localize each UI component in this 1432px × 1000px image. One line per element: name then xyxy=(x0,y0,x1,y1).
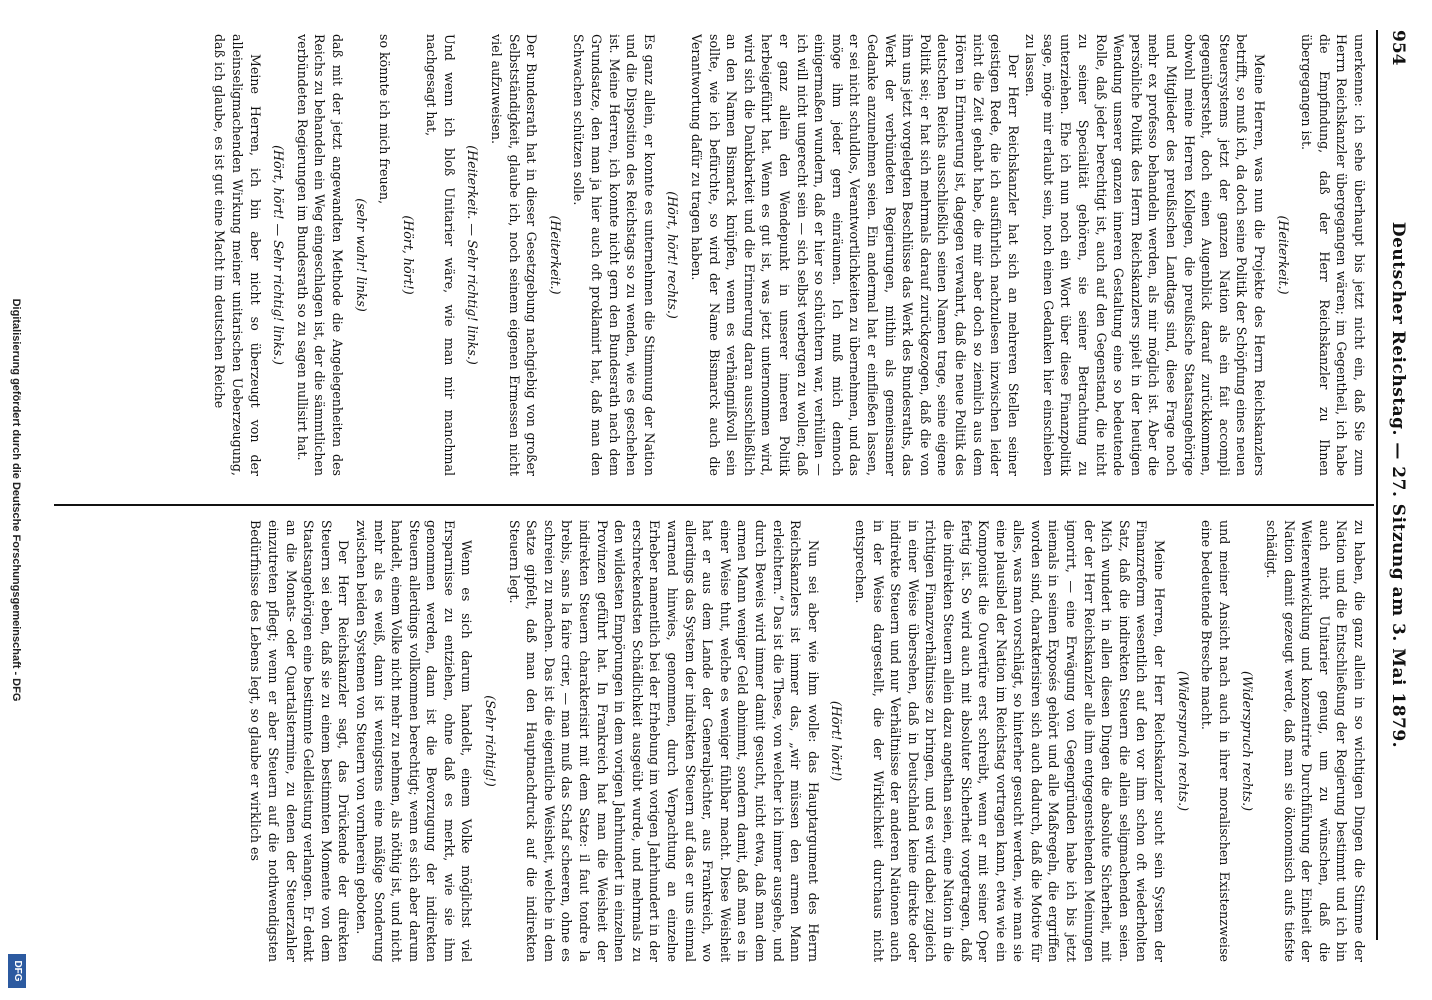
speech-paragraph: Der Bundesrath hat in dieser Gesetzgebung nachgiebig von großer Selbstständigkeit, glaube ich, noch seinem eigenen Ermessen nicht viel aufzuweisen. xyxy=(489,34,540,476)
page-title: Deutscher Reichstag. — 27. Sitzung am 3. Mai 1879. xyxy=(1388,221,1408,749)
header-rule xyxy=(1376,30,1378,940)
speech-paragraph: Und wenn ich bloß Unitarier wäre, wie man mir manchmal nachgesagt hat, xyxy=(424,34,457,476)
digitization-note: Digitalisierung gefördert durch die Deutsche Forschungsgemeinschaft - DFG xyxy=(10,298,22,702)
speech-paragraph: Der Herr Reichskanzler sagt, das Drückende der direkten Steuern sei eben, daß sie zu einem bestimmten Momente von dem Staatsangehörigen eine bestimmte Geldleistung verlangen. Er denkt an die Monats- oder Quartalstermine, zu denen der Steuerzahler einzutreten pflegt; wenn er aber Steuern auf die nothwendigsten Bedürfnisse des Lebens legt, so glaube er wirklich es xyxy=(248,520,352,962)
speech-paragraph: Meine Herren, ich bin aber nicht so überzeugt von der alleinseligmachenden Wirkung meiner unitarischen Ueberzeugung, daß ich glaube, es ist gut eine Macht im deutschen Reiche xyxy=(212,34,263,476)
speech-paragraph: und meiner Ansicht nach auch in ihrer moralischen Existenzweise eine bedeutende Bresche macht. xyxy=(1199,520,1232,962)
reaction-line: (sehr wahr! links) xyxy=(353,198,369,312)
reaction-line: (Heiterkeit. — Sehr richtig! links.) xyxy=(465,145,481,365)
dfg-logo: DFG xyxy=(8,954,26,988)
reaction-line: (Sehr richtig!) xyxy=(483,695,499,787)
reaction-line: (Heiterkeit.) xyxy=(547,215,563,295)
reaction-line: (Widerspruch rechts.) xyxy=(1240,670,1256,812)
speech-paragraph: Wenn es sich darum handelt, einem Volke möglichst viel Ersparnisse zu entziehen, ohne daß es merkt, wie sie ihm genommen werden, dann ist die Bevorzugung der indirekten Steuern allerdings vollkommen berechtigt; wenn es sich aber darum handelt, einem Volke nicht mehr zu nehmen, als nöthig ist, und nicht mehr als es weiß, dann ist wenigstens eine mäßige Sonderung zwischen beiden Systemen von Steuern von vornherein geboten. xyxy=(353,520,475,962)
speech-paragraph: Meine Herren, der Herr Reichskanzler sucht sein System der Finanzreform wesentlich auf den vor ihm schon oft wiederholten Satz, daß die indirekten Steuern die allein seligmachenden seien. Mich wundert in allen diesen Dingen die absolute Sicherheit, mit der der Herr Reichskanzler alle ihm entgegenstehenden Meinungen ignorirt, — eine Erwägung von Gegengründen habe ich bis jetzt niemals in seinen Exposés gehört und alle Maßregeln, die ergriffen worden sind, charakterisiren sich auch dadurch, daß die Motive für alles, was man vorschlägt, so hinterher gesucht werden, wie man sie eine plausibel der Nation im Reichstag vortragen kann, etwa wie ein Komponist die Ouvertüre erst schreibt, wenn er mit seiner Oper fertig ist. So wird auch mit absoluter Sicherheit vorgetragen, daß die indirekten Steuern allein dazu angethan seien, eine Nation in die richtigen Finanzverhältnisse zu bringen, und es wird dabei zugleich in einer Weise übersehen, daß in Deutschland keine direkte oder indirekte Steuern und nur Verhältnisse der anderen Nationen auch in der Weise dargestellt, die der Wirklichkeit durchaus nicht entsprechen. xyxy=(852,520,1168,962)
reaction-line: (Heiterkeit.) xyxy=(1275,215,1291,295)
speech-paragraph: so könnte ich mich freuen, xyxy=(377,34,393,205)
right-column xyxy=(68,520,1368,962)
speech-paragraph: Meine Herren, was nun die Projekte des Herrn Reichskanzlers betrifft, so muß ich, da doch seine Politik der Schöpfung eines neuen Steuersystems jetzt der ganzen Nation als ein fait accompli gegenübersteht, doch einen Augenblick darauf zurückkommen, obwohl meine Herren Kollegen, die preußische Staatsangehörige und Mitglieder des preußischen Landtags sind, diese Frage noch mehr ex professo behandeln werden, als mir möglich ist. Aber die persönliche Politik des Herrn Reichskanzlers spielt in der heutigen Wendung unserer ganzen inneren Gestaltung eine so bedeutende Rolle, daß jeder berechtigt ist, auch auf den Gegenstand, die nicht zu seiner Specialität gehören, sie seiner Betrachtung zu unterziehen. Ehe ich nun noch ein Wort über diese Finanzpolitik sage, möge mir erlaubt sein, noch einen Gedanken hier einschieben zu lassen. xyxy=(1023,34,1268,476)
page-header xyxy=(1380,30,1414,940)
reaction-line: (Hört, hört! rechts.) xyxy=(665,191,681,319)
speech-paragraph: Nun sei aber wie ihm wolle: das Hauptargument des Herrn Reichskanzlers ist immer das, „wir müssen den armen Mann erleichtern.“ Das ist die These, von welcher ich immer ausgehe, und durch Beweis wird immer damit gesucht, nicht etwa, daß man dem armen Mann weniger Geld abnimmt, sondern damit, daß man es in einer Weise thut, welche es weniger fühlbar macht. Diese Weisheit hat er aus dem Lande der Generalpächter, aus Frankreich, wo allerdings das System der indirekten Steuern auf das er uns einmal warnend hinwies, genommen, durch Verpachtung an einzelne Erheber namentlich bei der Erhebung im vorigen Jahrhundert in der erschreckendsten Schädlichkeit ausgeübt wurde, und mehrmals zu den wildesten Empörungen in dem vorigen Jahrhundert in einzelnen Provinzen geführt hat. In Frankreich hat man die Weisheit der indirekten Steuern charakterisirt mit dem Satze: il faut tondre la brebis, sans la faire crier, — man muß das Schaf scheeren, ohne es schreien zu machen. Das ist die eigentliche Weisheit, welche in dem Satze gipfelt, daß man den Hauptnachdruck auf die indirekten Steuern legt. xyxy=(506,520,821,962)
column-divider xyxy=(54,504,1374,506)
left-column xyxy=(68,34,1368,476)
speech-paragraph: daß mit der jetzt angewandten Methode die Angelegenheiten des Reichs zu behandeln ein Weg eingeschlagen ist, der die sämmtlichen verbündeten Regierungen im Bundesrath so zu sagen nullisirt hat. xyxy=(294,34,345,476)
reaction-line: (Hört, hört! — Sehr richtig! links.) xyxy=(271,145,287,365)
page-number: 954 xyxy=(1388,30,1408,66)
reaction-line: (Hört, hört!) xyxy=(400,215,416,295)
speech-paragraph: unerkenne: ich sehe überhaupt bis jetzt nicht ein, daß Sie zum Herrn Reichskanzler übergegangen wären; im Gegentheil, ich habe die Empfindung, daß der Herr Reichskanzler zu Ihnen übergegangen ist. xyxy=(1299,34,1367,476)
speech-paragraph: Der Herr Reichskanzler hat sich an mehreren Stellen seiner geistigen Rede, die ich ausführlich nachzulesen inzwischen leider nicht die Zeit gehabt habe, die mir aber doch so ziemlich aus dem Hören in Erinnerung ist, dagegen verwahrt, daß die neue Politik des deutschen Reichs ausschließlich seinen Namen trage, seine eigene Politik sei; er hat sich mehrmals darauf zurückgezogen, daß die von ihm uns jetzt vorgelegten Beschlüsse das Werk des Bundesraths, das Werk der verbündeten Regierungen, mithin als gemeinsamer Gedanke anzunehmen seien. Ein andermal hat er einfließen lassen, er sei nicht schuldlos, Verantwortlichkeiten zu übernehmen, und das möge ihm jeder gern einräumen. Ich muß mich dennoch einigermaßen wundern, daß er hier so schüchtern war, verhüllen — ich will nicht ungerecht sein — sich selbst verbergen zu wollen; daß er ganz allein den Wendepunkt in unserer inneren Politik herbeigeführt hat. Wenn es gut ist, was jetzt unternommen wird, wird sich die Dankbarkeit und die Erinnerung daran ausschließlich an den Namen Bismarck knüpfen, wenn es verhängnißvoll sein sollte, wie ich befürchte, so wird der Name Bismarck auch die Verantwortung dafür zu tragen haben. xyxy=(689,34,1021,476)
speech-paragraph: Es ganz allein, er konnte es unternehmen die Stimmung der Nation und die Disposition des Reichstags so zu wenden, wie es geschehen ist. Meine Herren, ich konnte nicht gern den Bundesrath nach dem Grundsatze, den man ja hier auch oft proklamirt hat, daß man den Schwachen schützen solle. xyxy=(571,34,657,476)
reaction-line: (Hört! hört!) xyxy=(829,700,845,782)
reaction-line: (Widerspruch rechts.) xyxy=(1175,670,1191,812)
speech-paragraph: zu haben, die ganz allein in so wichtigen Dingen die Stimme der Nation und die Entschließung der Regierung bestimmt und ich bin auch nicht Unitarier genug, um zu wünschen, daß die Weiterentwicklung und konzentrirte Durchführung der Einheit der Nation damit gezeugt werde, daß man sie ökonomisch aufs tiefste schädigt. xyxy=(1264,520,1367,962)
